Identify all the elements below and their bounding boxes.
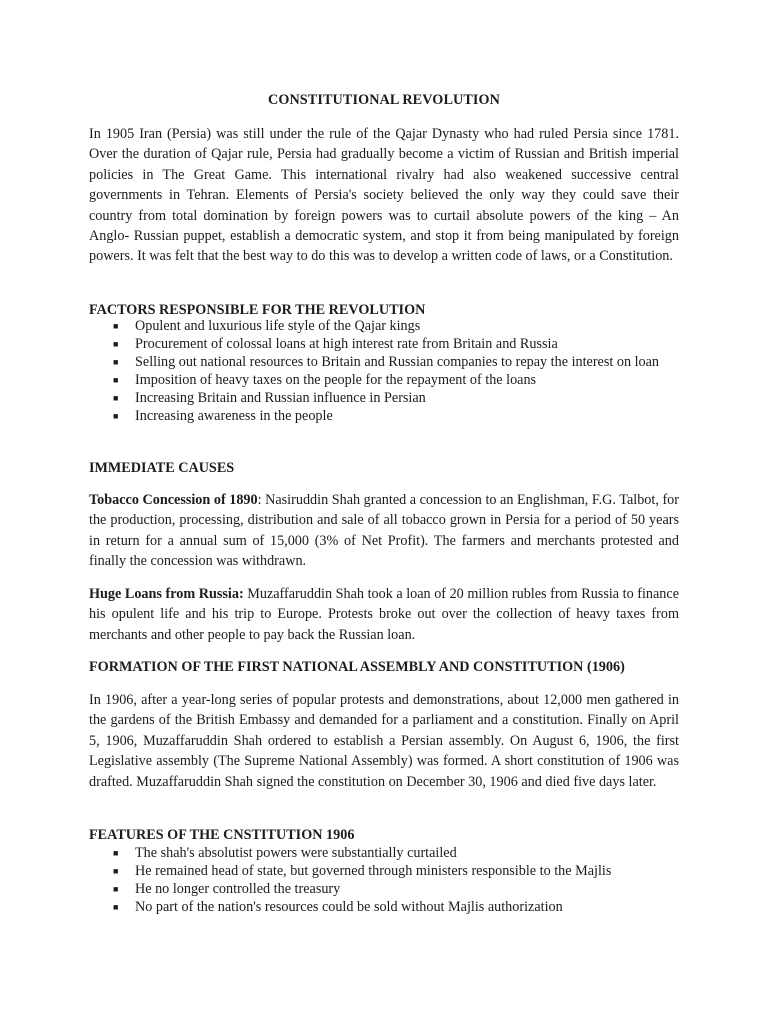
bullet-icon: ■ — [113, 848, 119, 858]
bullet-icon: ■ — [113, 321, 119, 331]
bullet-icon: ■ — [113, 865, 119, 876]
bullet-icon: ■ — [113, 410, 119, 421]
loans-paragraph: Huge Loans from Russia: Muzaffaruddin Shah took a loan of 20 million rubles from Russia to finance his opulent life and his trip to Europe. Protests broke out over the collection of heavy taxes from merchants and other people to pay back the Russian loan. — [89, 586, 679, 643]
list-item: ■ Imposition of heavy taxes on the people for the repayment of the loans — [113, 371, 537, 388]
page-title: CONSTITUTIONAL REVOLUTION — [267, 92, 501, 108]
bullet-icon: ■ — [113, 374, 119, 385]
tobacco-paragraph: Tobacco Concession of 1890: Nasiruddin Shah granted a concession to an Englishman, F.G. Talbot, for the production, processing, distribution and sale of all tobacco grown in Persia for a period of 50 years in return for a annual sum of 15,000 (3% of Net Profit). The farmers and merchants protested and finally the concession was withdrawn. — [89, 492, 679, 570]
bullet-icon: ■ — [113, 883, 119, 894]
factors-heading: FACTORS RESPONSIBLE FOR THE REVOLUTION — [89, 302, 426, 318]
list-item: ■ Opulent and luxurious life style of the Qajar kings — [113, 318, 421, 334]
bullet-icon: ■ — [113, 901, 119, 912]
list-item: ■ He no longer controlled the treasury — [113, 880, 341, 897]
list-item: ■ The shah's absolutist powers were substantially curtailed — [113, 845, 457, 861]
features-list — [89, 845, 679, 917]
formation-paragraph: In 1906, after a year-long series of popular protests and demonstrations, about 12,000 men gathered in the gardens of the British Embassy and demanded for a parliament and a constitution. Finally on April 5, 1906, Muzaffaruddin Shah ordered to establish a Persian assembly. On August 6, 1906, the first Legislative assembly (The Supreme National Assembly) was formed. A short constitution of 1906 was drafted. Muzaffaruddin Shah signed the constitution on December 30, 1906 and died five days later. — [89, 692, 679, 790]
list-item: ■ Increasing Britain and Russian influence in Persian — [113, 389, 426, 406]
features-heading: FEATURES OF THE CNSTITUTION 1906 — [89, 827, 355, 843]
loans-label: Huge Loans from Russia: — [89, 586, 244, 602]
immediate-causes-heading: IMMEDIATE CAUSES — [89, 460, 235, 476]
list-item: ■ Increasing awareness in the people — [113, 407, 333, 424]
formation-heading: FORMATION OF THE FIRST NATIONAL ASSEMBLY AND CONSTITUTION (1906) — [89, 659, 625, 675]
list-item: ■ Procurement of colossal loans at high interest rate from Britain and Russia — [113, 335, 558, 352]
list-item: ■ Selling out national resources to Britain and Russian companies to repay the interest on loan — [113, 353, 660, 370]
bullet-icon: ■ — [113, 356, 119, 367]
bullet-icon: ■ — [113, 338, 119, 349]
list-item: ■ He remained head of state, but governed through ministers responsible to the Majlis — [113, 862, 612, 879]
intro-paragraph: In 1905 Iran (Persia) was still under the rule of the Qajar Dynasty who had ruled Persia since 1781. Over the duration of Qajar rule, Persia had gradually become a victim of Russian and British imperial policies in The Great Game. This international rivalry had also weakened successive central governments in Tehran. Elements of Persia's society believed the only way they could save their country from total domination by foreign powers was to curtail absolute powers of the king – An Anglo- Russian puppet, establish a democratic system, and stop it from being manipulated by foreign powers. It was felt that the best way to do this was to develop a written code of laws, or a Constitution. — [89, 126, 679, 265]
tobacco-label: Tobacco Concession of 1890 — [89, 492, 258, 508]
factors-list — [89, 318, 679, 425]
bullet-icon: ■ — [113, 392, 119, 403]
list-item: ■ No part of the nation's resources could be sold without Majlis authorization — [113, 898, 563, 915]
